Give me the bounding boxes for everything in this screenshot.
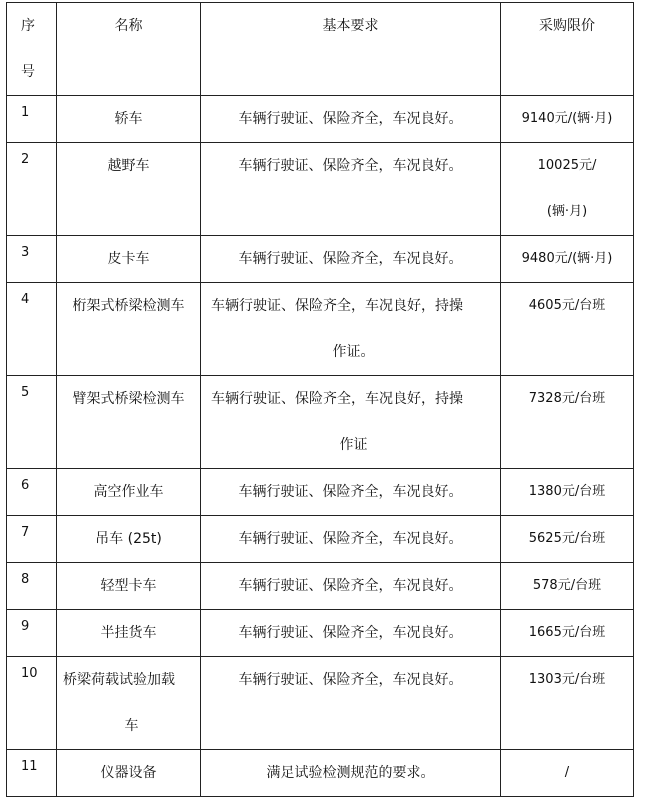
row-price: / xyxy=(501,750,634,797)
row-requirement: 满足试验检测规范的要求。 xyxy=(201,750,501,797)
header-name: 名称 xyxy=(57,3,201,96)
row-requirement xyxy=(201,283,501,376)
row-index: 11 xyxy=(7,750,57,797)
row-index: 5 xyxy=(7,376,57,469)
row-price: 5625元/台班 xyxy=(501,516,634,563)
table-row xyxy=(7,96,634,143)
row-price-line2: (辆·月) xyxy=(546,204,588,219)
table-row xyxy=(7,376,634,469)
row-requirement: 车辆行驶证、保险齐全，车况良好。 xyxy=(201,236,501,283)
row-requirement-line1: 车辆行驶证、保险齐全，车况良好，持操 xyxy=(211,391,463,407)
header-price: 采购限价 xyxy=(501,3,634,96)
row-requirement: 车辆行驶证、保险齐全，车况良好。 xyxy=(201,96,501,143)
row-price: 1665元/台班 xyxy=(501,610,634,657)
row-requirement xyxy=(201,376,501,469)
row-price xyxy=(501,143,634,236)
row-name xyxy=(57,657,201,750)
row-requirement: 车辆行驶证、保险齐全，车况良好。 xyxy=(201,469,501,516)
row-index: 6 xyxy=(7,469,57,516)
row-name-line1: 桥梁荷载试验加载 xyxy=(63,672,175,688)
row-index: 2 xyxy=(7,143,57,236)
row-requirement: 车辆行驶证、保险齐全，车况良好。 xyxy=(201,563,501,610)
table-row xyxy=(7,610,634,657)
table-row xyxy=(7,283,634,376)
row-name: 轿车 xyxy=(57,96,201,143)
row-name: 吊车 (25t) xyxy=(57,516,201,563)
row-name: 轻型卡车 xyxy=(57,563,201,610)
row-index: 8 xyxy=(7,563,57,610)
header-requirement: 基本要求 xyxy=(201,3,501,96)
row-requirement: 车辆行驶证、保险齐全，车况良好。 xyxy=(201,143,501,236)
row-price: 1380元/台班 xyxy=(501,469,634,516)
header-index xyxy=(7,3,57,96)
row-index: 9 xyxy=(7,610,57,657)
procurement-table xyxy=(6,2,634,797)
header-index-line2: 号 xyxy=(21,64,35,80)
row-requirement-line2: 作证。 xyxy=(332,344,375,360)
row-name: 越野车 xyxy=(57,143,201,236)
row-name: 臂架式桥梁检测车 xyxy=(57,376,201,469)
row-index: 3 xyxy=(7,236,57,283)
header-row xyxy=(7,3,634,96)
row-name: 仪器设备 xyxy=(57,750,201,797)
row-name: 桁架式桥梁检测车 xyxy=(57,283,201,376)
row-name: 皮卡车 xyxy=(57,236,201,283)
row-name: 半挂货车 xyxy=(57,610,201,657)
table-row xyxy=(7,516,634,563)
row-price: 578元/台班 xyxy=(501,563,634,610)
row-name-line2: 车 xyxy=(124,718,139,734)
table-row xyxy=(7,469,634,516)
row-index: 1 xyxy=(7,96,57,143)
row-requirement-line2: 作证 xyxy=(339,437,368,453)
row-price: 9140元/(辆·月) xyxy=(501,96,634,143)
row-price-line1: 10025元/ xyxy=(537,158,597,173)
table-row xyxy=(7,236,634,283)
row-price: 7328元/台班 xyxy=(501,376,634,469)
row-name: 高空作业车 xyxy=(57,469,201,516)
row-price: 9480元/(辆·月) xyxy=(501,236,634,283)
table-row xyxy=(7,657,634,750)
row-price: 1303元/台班 xyxy=(501,657,634,750)
table-row xyxy=(7,563,634,610)
row-requirement: 车辆行驶证、保险齐全，车况良好。 xyxy=(201,610,501,657)
row-index: 4 xyxy=(7,283,57,376)
row-index: 10 xyxy=(7,657,57,750)
table-row xyxy=(7,143,634,236)
header-index-line1: 序 xyxy=(21,18,35,34)
row-requirement: 车辆行驶证、保险齐全，车况良好。 xyxy=(201,657,501,750)
row-requirement-line1: 车辆行驶证、保险齐全，车况良好，持操 xyxy=(211,298,463,314)
row-requirement: 车辆行驶证、保险齐全，车况良好。 xyxy=(201,516,501,563)
row-index: 7 xyxy=(7,516,57,563)
table-row xyxy=(7,750,634,797)
row-price: 4605元/台班 xyxy=(501,283,634,376)
